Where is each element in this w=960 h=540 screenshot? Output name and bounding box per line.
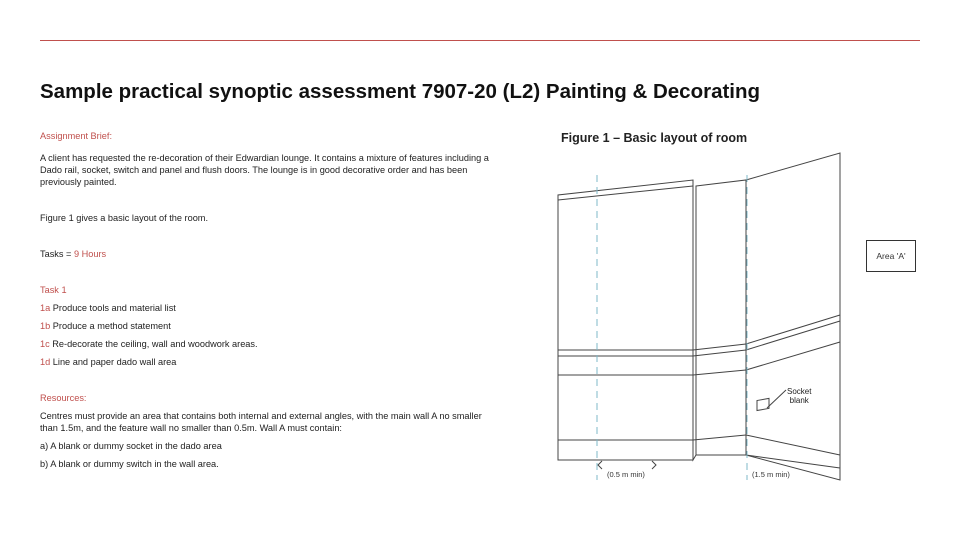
page-title: Sample practical synoptic assessment 7907-20 (L2) Painting & Decorating [40, 80, 761, 103]
dim-arrow-left [598, 461, 602, 469]
skirting-center [693, 370, 746, 440]
task-item [40, 302, 500, 314]
assignment-brief [40, 130, 500, 470]
area-a-label: Area 'A' [866, 240, 916, 272]
task-heading: Task 1 [40, 285, 67, 295]
task-number: 1c [40, 339, 50, 349]
socket-pointer [767, 390, 786, 408]
socket-blank-label [787, 387, 811, 405]
socket-label-line-2: blank [789, 396, 809, 405]
task-number: 1a [40, 303, 51, 313]
dim-arrow-right [652, 461, 656, 469]
room-layout-diagram [550, 150, 850, 490]
figure-reference: Figure 1 gives a basic layout of the room. [40, 213, 209, 223]
dimension-right: (1.5 m min) [752, 470, 790, 479]
resources-text: Centres must provide an area that contains both internal and external angles, with the main wall A no smaller than 1.5m, and the feature wall no smaller than 0.5m. Wall A must contain: [40, 411, 482, 433]
skirting-left [558, 375, 693, 440]
task-number: 1d [40, 357, 51, 367]
task-text: Re-decorate the ceiling, wall and woodwork areas. [49, 339, 258, 349]
brief-paragraph: A client has requested the re-decoration of their Edwardian lounge. It contains a mixture of features including a Dado rail, socket, switch and panel and flush doors. The lounge is in good decorative order and has been previously painted. [40, 153, 489, 187]
task-item [40, 320, 500, 332]
brief-heading: Assignment Brief: [40, 131, 112, 141]
figure-title: Figure 1 – Basic layout of room [561, 131, 748, 145]
tasks-duration [40, 248, 500, 260]
main-wall-a [746, 153, 840, 480]
resource-item-a: a) A blank or dummy socket in the dado area [40, 441, 222, 451]
socket-blank [757, 398, 769, 410]
tasks-prefix: Tasks = [40, 249, 74, 259]
dado-rail-center [693, 344, 746, 356]
dado-rail-left [558, 350, 693, 356]
floor-right [746, 455, 840, 468]
tasks-hours: 9 Hours [73, 249, 107, 259]
task-number: 1b [40, 321, 51, 331]
resources-heading: Resources: [40, 393, 87, 403]
top-rule [40, 40, 920, 41]
task-item [40, 338, 500, 350]
dimension-left: (0.5 m min) [607, 470, 645, 479]
task-item [40, 356, 500, 368]
dado-rail-right [746, 315, 840, 350]
left-wall [558, 180, 693, 460]
resource-item-b: b) A blank or dummy switch in the wall area. [40, 459, 219, 469]
socket-label-line-1: Socket [787, 387, 812, 396]
task-text: Line and paper dado wall area [50, 357, 177, 367]
task-text: Produce tools and material list [50, 303, 176, 313]
center-wall [696, 180, 746, 455]
task-text: Produce a method statement [50, 321, 171, 331]
